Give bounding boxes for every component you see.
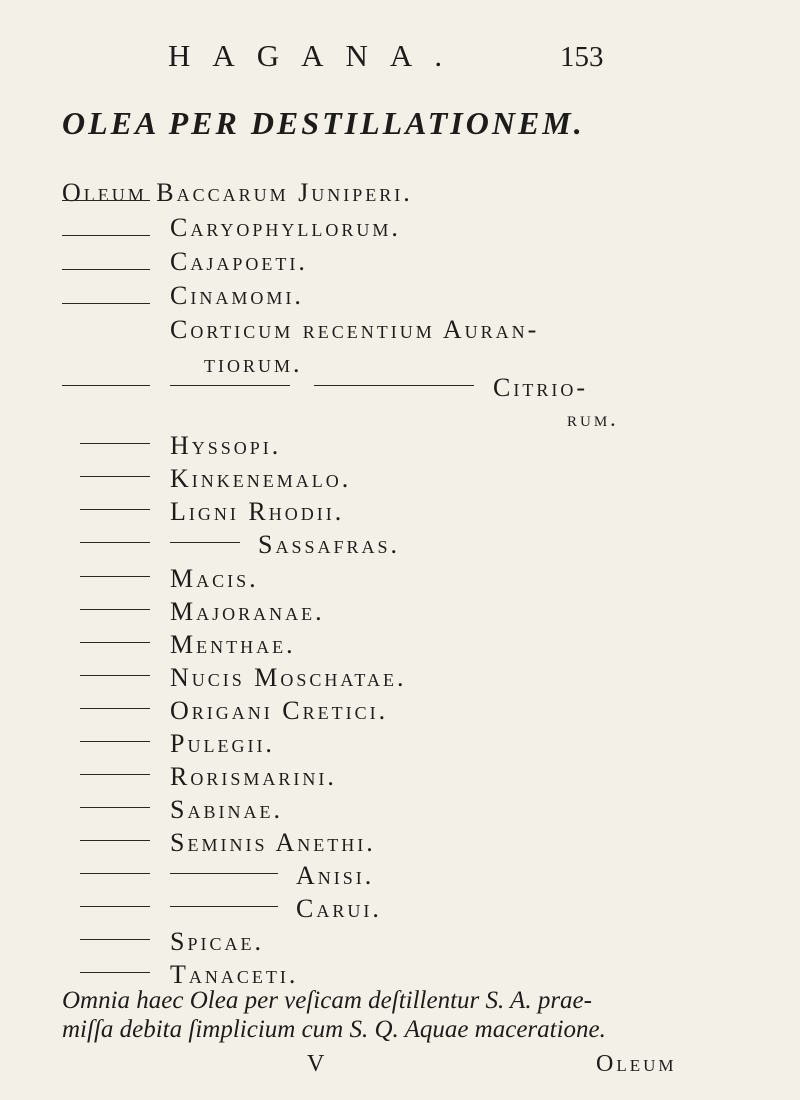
ditto-dash — [80, 708, 150, 709]
ditto-dash — [80, 476, 150, 477]
entry-kinkenemalo: Kinkenemalo. — [170, 464, 352, 493]
ditto-dash — [62, 303, 150, 304]
ditto-dash — [80, 840, 150, 841]
ditto-dash — [80, 774, 150, 775]
entry-hyssopi: Hyssopi. — [170, 431, 282, 460]
entry-tanaceti: Tanaceti. — [170, 960, 299, 989]
entry-caryophyllorum: Caryophyllorum. — [170, 213, 401, 242]
entry-seminis-anethi: Seminis Anethi. — [170, 828, 376, 857]
ditto-dash — [80, 542, 150, 543]
ditto-dash — [80, 609, 150, 610]
entry-rum: rum. — [567, 406, 619, 431]
entry-spicae: Spicae. — [170, 927, 264, 956]
entry-corticum-recentium-auran: Corticum recentium Auran- — [170, 315, 540, 344]
ditto-dash — [80, 443, 150, 444]
entry-carui: Carui. — [296, 894, 382, 923]
ditto-dash — [80, 741, 150, 742]
ditto-dash — [80, 972, 150, 973]
entry-oleum-baccarum-juniperi: Oleum Baccarum Juniperi. — [62, 178, 413, 207]
entry-pulegii: Pulegii. — [170, 729, 275, 758]
note-line-2: miſſa debita ſimplicium cum S. Q. Aquae maceratione. — [62, 1016, 606, 1043]
ditto-dash — [62, 200, 150, 201]
ditto-dash — [80, 642, 150, 643]
running-title: HAGANA. — [168, 38, 465, 73]
entry-ligni-rhodii: Ligni Rhodii. — [170, 497, 345, 526]
section-title: OLEA PER DESTILLATIONEM. — [62, 105, 585, 141]
ditto-dash — [80, 939, 150, 940]
ditto-dash — [80, 675, 150, 676]
page-number: 153 — [560, 41, 604, 73]
signature-mark: V — [307, 1051, 325, 1077]
ditto-dash — [170, 385, 290, 386]
ditto-dash — [80, 576, 150, 577]
ditto-dash — [170, 906, 278, 907]
catchword: Oleum — [596, 1051, 677, 1077]
entry-origani-cretici: Origani Cretici. — [170, 696, 389, 725]
entry-cajapoeti: Cajapoeti. — [170, 247, 308, 276]
entry-nucis-moschatae: Nucis Moschatae. — [170, 663, 407, 692]
entry-citrio: Citrio- — [493, 373, 588, 402]
entry-rorismarini: Rorismarini. — [170, 762, 337, 791]
entry-macis: Macis. — [170, 564, 259, 593]
ditto-dash — [170, 542, 240, 543]
ditto-dash — [62, 235, 150, 236]
entry-anisi: Anisi. — [296, 861, 375, 890]
ditto-dash — [62, 385, 150, 386]
entry-sassafras: Sassafras. — [258, 530, 401, 559]
entry-tiorum: tiorum. — [204, 349, 303, 378]
ditto-dash — [80, 807, 150, 808]
entry-majoranae: Majoranae. — [170, 597, 325, 626]
entry-menthae: Menthae. — [170, 630, 296, 659]
ditto-dash — [80, 509, 150, 510]
entry-cinamomi: Cinamomi. — [170, 281, 304, 310]
entry-sabinae: Sabinae. — [170, 795, 283, 824]
ditto-dash — [62, 269, 150, 270]
note-line-1: Omnia haec Olea per veſicam deſtillentur S. A. prae- — [62, 987, 592, 1014]
ditto-dash — [314, 385, 474, 386]
ditto-dash — [80, 906, 150, 907]
ditto-dash — [80, 873, 150, 874]
ditto-dash — [170, 873, 278, 874]
